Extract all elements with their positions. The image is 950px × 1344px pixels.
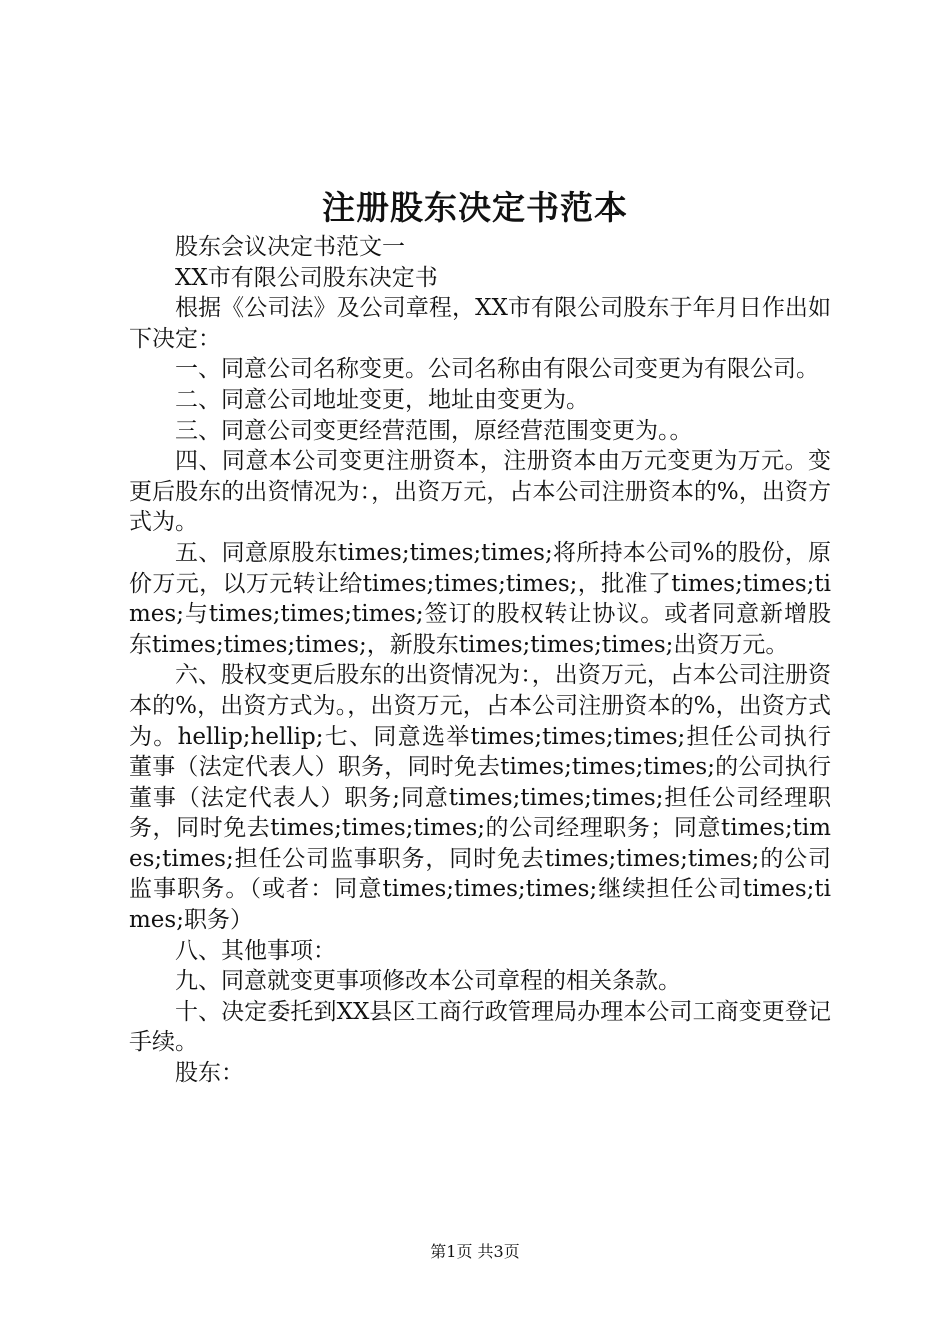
paragraph-6: 三、同意公司变更经营范围，原经营范围变更为。。	[175, 417, 693, 444]
paragraph-11: 九、同意就变更事项修改本公司章程的相关条款。	[175, 968, 681, 995]
paragraph-12: 十、决定委托到XX县区工商行政管理局办理本公司工商变更登记手续。	[129, 998, 831, 1056]
paragraph-7: 四、同意本公司变更注册资本，注册资本由万元变更为万元。变更后股东的出资情况为：，出资万元，占本公司注册资本的%，出资方式为。	[129, 448, 831, 536]
paragraph-5: 二、同意公司地址变更，地址由变更为。	[175, 386, 589, 413]
paragraph-2: XX市有限公司股东决定书	[175, 264, 438, 291]
paragraph-13: 股东：	[175, 1060, 244, 1087]
page-number-footer: 第1页 共3页	[430, 1242, 520, 1261]
paragraph-8: 五、同意原股东times;times;times;将所持本公司%的股份，原价万元，以万元转让给times;times;times;，批准了times;times;times;与times;times;times;签订的股权转让协议。或者同意新增股东times;times;times;，新股东times;times;times;出资万元。	[129, 539, 831, 658]
paragraph-10: 八、其他事项：	[175, 937, 336, 964]
paragraph-4: 一、同意公司名称变更。公司名称由有限公司变更为有限公司。	[175, 356, 819, 383]
document-title: 注册股东决定书范本	[322, 188, 628, 227]
paragraph-1: 股东会议决定书范文一	[175, 234, 405, 260]
document-body	[129, 232, 831, 1089]
paragraph-3: 根据《公司法》及公司章程，XX市有限公司股东于年月日作出如下决定：	[129, 295, 831, 352]
paragraph-9: 六、股权变更后股东的出资情况为：，出资万元，占本公司注册资本的%，出资方式为。，出资万元，占本公司注册资本的%，出资方式为。hellip;hellip;七、同意选举times;times;times;担任公司执行董事（法定代表人）职务，同时免去times;times;times;的公司执行董事（法定代表人）职务;同意times;times;times;担任公司经理职务，同时免去times;times;times;的公司经理职务；同意times;times;times;担任公司监事职务，同时免去times;times;times;的公司监事职务。（或者：同意times;times;times;继续担任公司times;times;职务）	[129, 662, 831, 934]
